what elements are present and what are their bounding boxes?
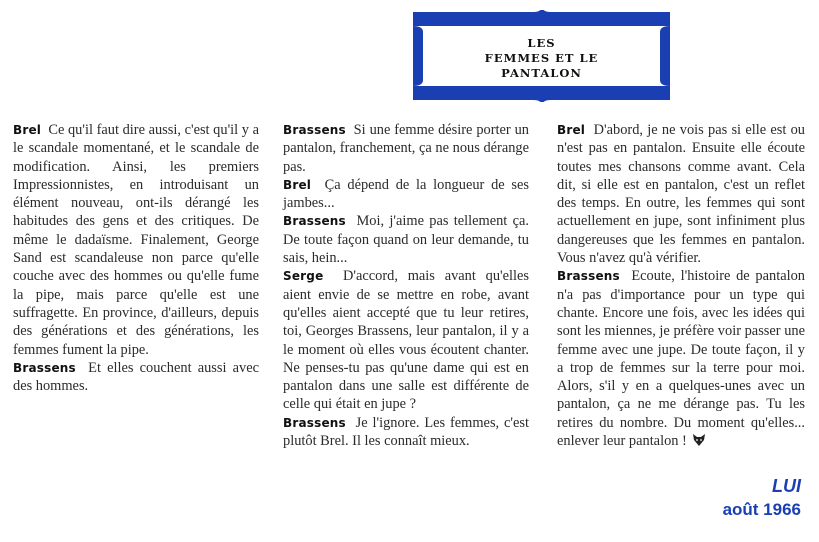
speaker-name: Brassens: [13, 360, 76, 375]
publication-credit: [723, 475, 801, 521]
dialogue-paragraph: [283, 414, 529, 451]
dialogue-text: Ecoute, l'histoire de pantalon n'a pas d'importance pour un type qui chante. Encore une fois, avec les idées qui sont les miennes, je préfère voir passer une femme avec une jupe. De toute façon, il y a trop de femmes sur la terre pour moi. Alors, s'il y en a quelques-unes avec un pantalon, ça ne me dérange pas. Tu les retires du nombre. Du moment qu'elles... enlever leur pantalon !: [557, 268, 805, 450]
dialogue-text: D'accord, mais avant qu'elles aient envie de se mettre en robe, avant qu'elles aient accepté que tu leur retires, toi, Georges Brassens, leur pantalon, il y a le moment où elles vous écoutent chanter. Ne penses-tu pas qu'une dame qui est en pantalon dans une salle est différente de celle qui était en jupe ?: [283, 268, 529, 413]
publication-date: août 1966: [722, 500, 801, 519]
fox-head-icon: [693, 434, 705, 446]
text-column-1: [13, 121, 259, 395]
dialogue-paragraph: [283, 121, 529, 176]
dialogue-paragraph: [283, 267, 529, 413]
article-title-banner: [413, 10, 670, 102]
dialogue-paragraph: [13, 359, 259, 396]
article-title-line: PANTALON: [501, 66, 582, 80]
article-title-line: LES: [527, 36, 556, 50]
text-column-3: [557, 121, 805, 450]
dialogue-text: Et elles couchent aussi avec des hommes.: [13, 359, 259, 395]
dialogue-text: D'abord, je ne vois pas si elle est ou n'est pas en pantalon. Ensuite elle écoute toutes mes chansons comme avant. Cela dit, si elle est en pantalon, c'est un reflet des temps. En outre, les femmes qui sont actuellement en jupe, sont infiniment plus dangereuses que les femmes en pantalon. Vous n'avez qu'à vérifier.: [557, 122, 805, 267]
magazine-name: LUI: [772, 476, 801, 496]
speaker-name: Brel: [557, 123, 586, 137]
speaker-name: Brel: [283, 177, 312, 192]
dialogue-paragraph: [13, 121, 259, 359]
article-title-line: FEMMES ET LE: [484, 51, 599, 65]
dialogue-text: Ça dépend de la longueur de ses jambes...: [283, 176, 529, 212]
text-column-2: [283, 121, 529, 450]
dialogue-paragraph: [557, 267, 805, 450]
dialogue-paragraph: [283, 212, 529, 267]
speaker-name: Brassens: [283, 415, 346, 430]
dialogue-paragraph: [283, 176, 529, 213]
speaker-name: Brassens: [557, 269, 620, 284]
article-title: [413, 36, 670, 81]
dialogue-paragraph: [557, 121, 805, 267]
dialogue-text: Moi, j'aime pas tellement ça. De toute façon quand on leur demande, tu sais, hein...: [283, 213, 529, 267]
speaker-name: Brel: [13, 123, 42, 137]
speaker-name: Brassens: [283, 123, 346, 137]
speaker-name: Brassens: [283, 214, 346, 229]
dialogue-text: Ce qu'il faut dire aussi, c'est qu'il y a le scandale momentané, et le scandale de modification. Ainsi, les premiers Impressionnistes, en introduisant un élément nouveau, ont-ils dérangé les habitudes des gens et des critiques. De même le dadaïsme. Finalement, George Sand est scandaleuse non parce qu'elle couche avec des hommes ou qu'elle fume la pipe, mais parce qu'elle est une suffragette. En province, d'ailleurs, depuis des générations et des générations, les femmes fument la pipe.: [13, 122, 259, 358]
speaker-name: Serge: [283, 269, 324, 284]
dialogue-text: Je l'ignore. Les femmes, c'est plutôt Brel. Il les connaît mieux.: [283, 414, 529, 450]
dialogue-text: Si une femme désire porter un pantalon, franchement, ça ne nous dérange pas.: [283, 122, 529, 175]
